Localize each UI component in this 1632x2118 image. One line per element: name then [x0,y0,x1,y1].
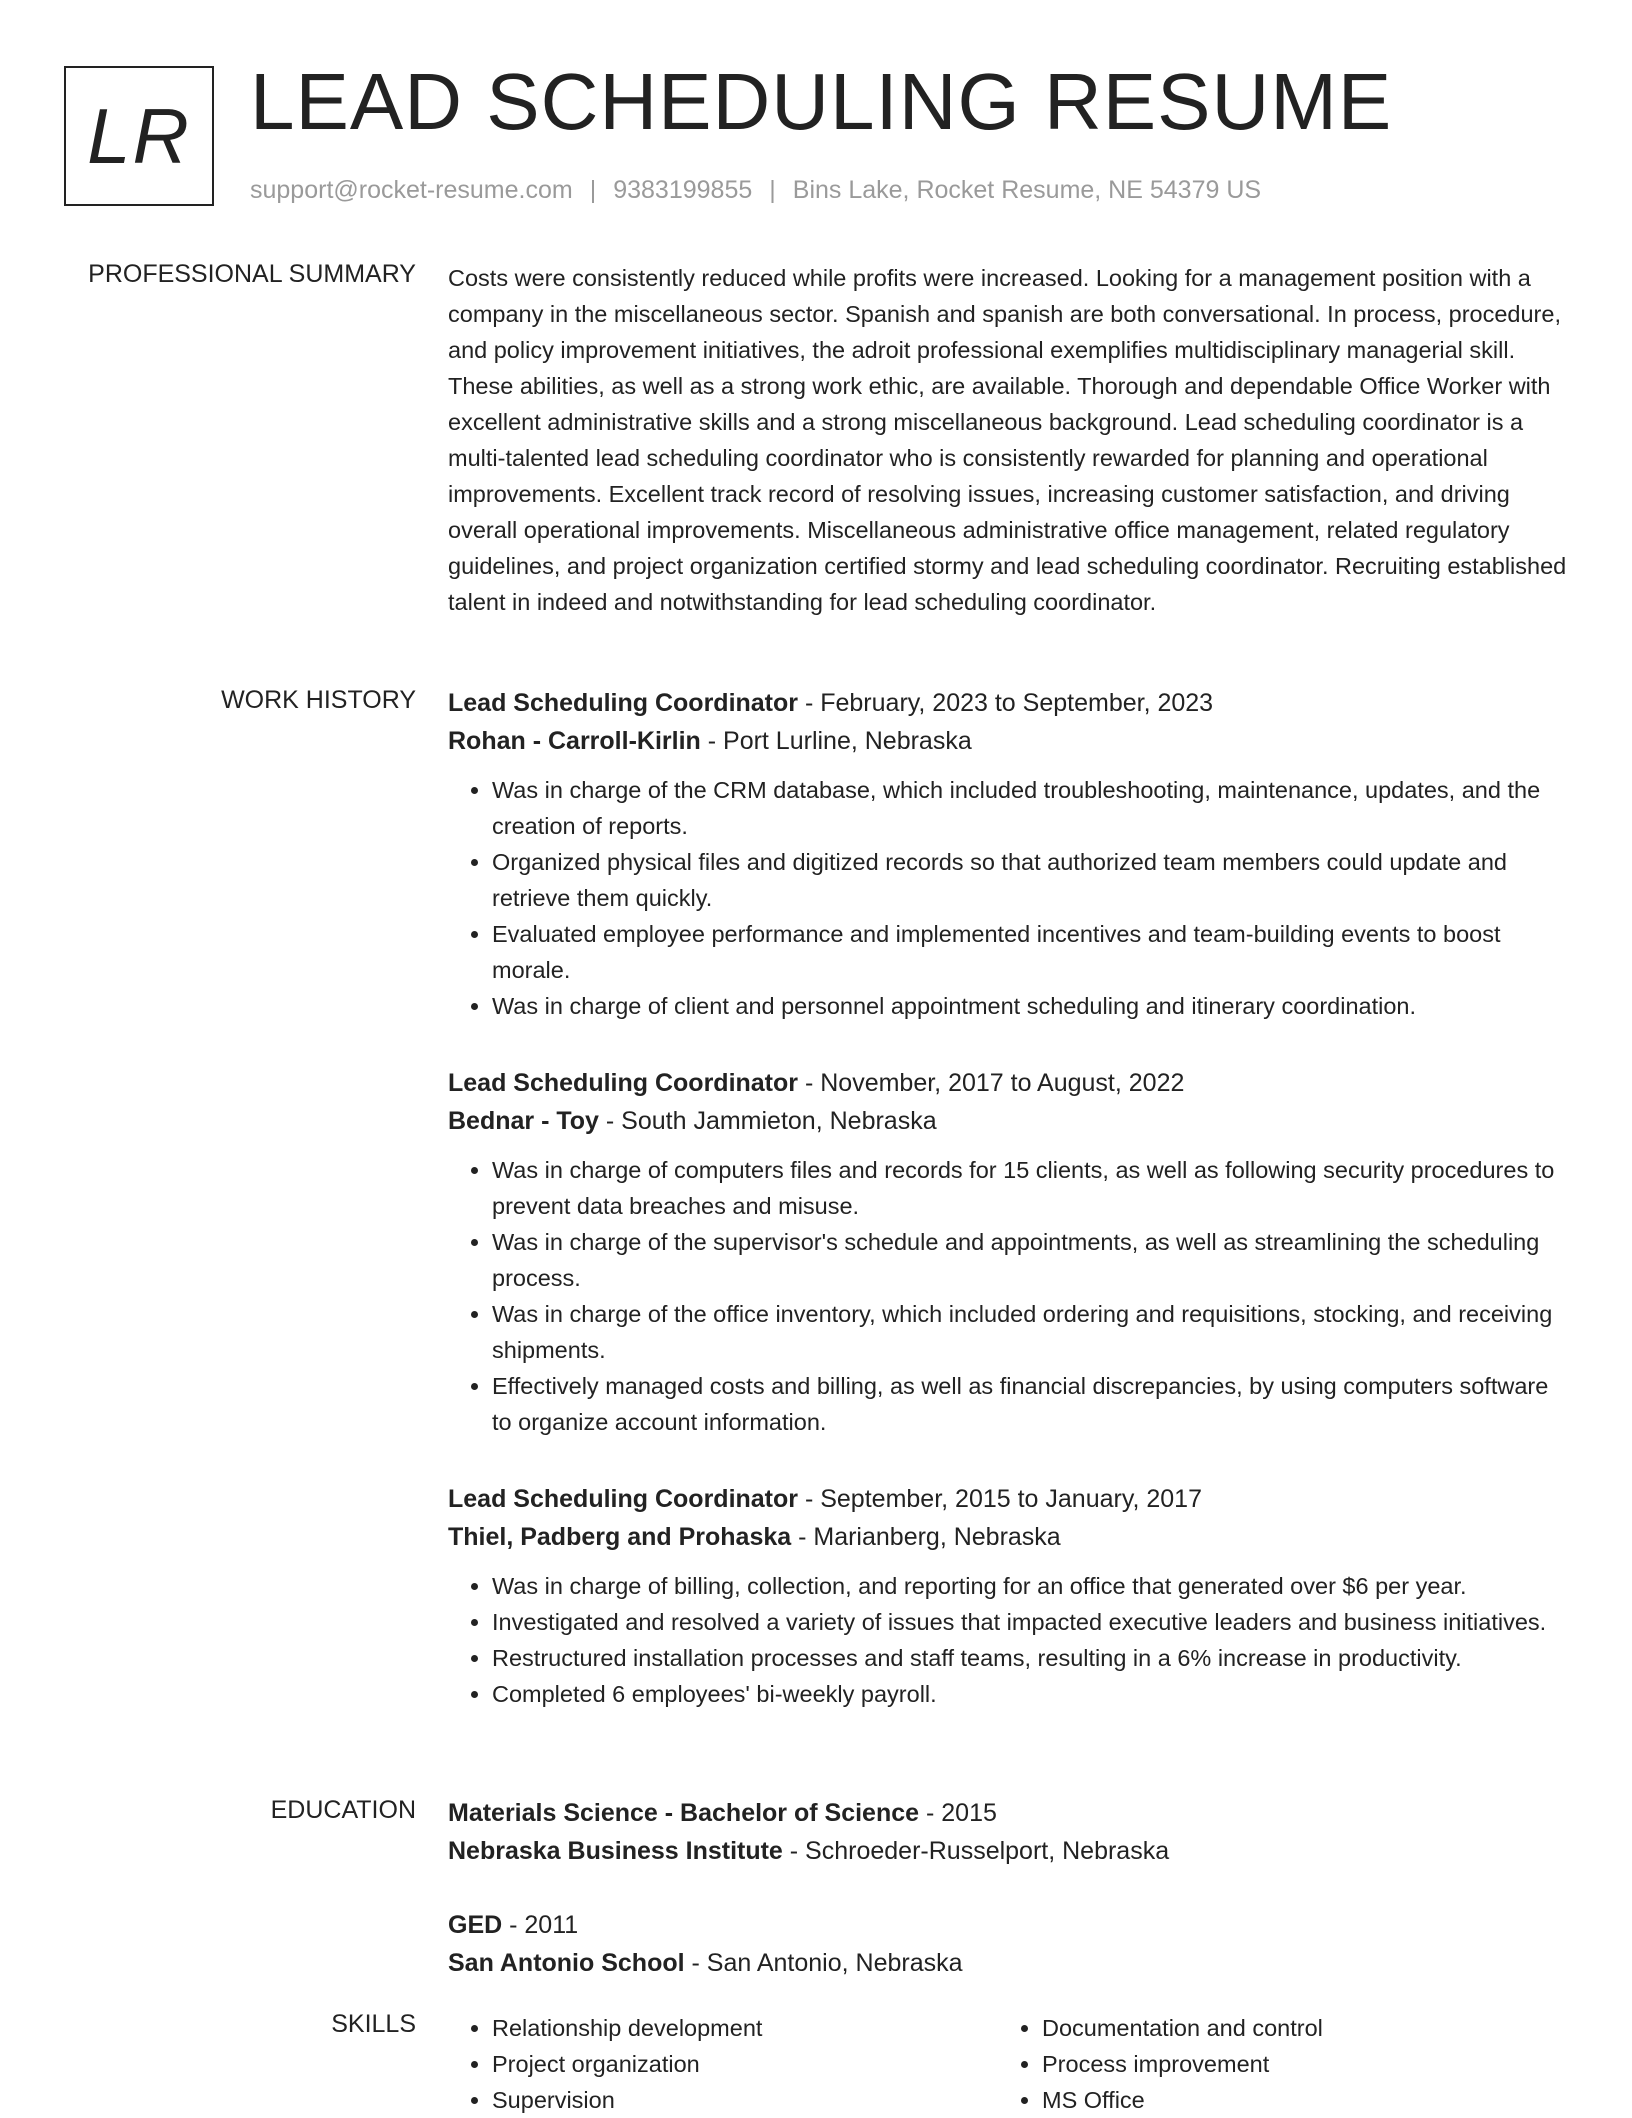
job-location: - Marianberg, Nebraska [791,1523,1061,1551]
job-dates: - September, 2015 to January, 2017 [798,1485,1202,1513]
job-company-line [448,722,1568,760]
contact-separator: | [589,176,597,204]
degree-year: - 2015 [919,1799,997,1827]
job-location: - South Jammieton, Nebraska [598,1107,937,1135]
contact-separator: | [769,176,776,204]
section-label: WORK HISTORY [221,686,416,714]
job-dates: - February, 2023 to September, 2023 [798,689,1214,717]
skill-item: • Documentation and control [1042,2010,1548,2046]
monogram-badge [64,66,214,206]
job-bullet: • Restructured installation processes and staff teams, resulting in a 6% increase in productivity. [492,1640,1568,1676]
skill-item: • Project organization [492,2046,998,2082]
job-dates: - November, 2017 to August, 2022 [798,1069,1185,1097]
summary-text: Costs were consistently reduced while profits were increased. Looking for a management position with a company in the miscellaneous sector. Spanish and spanish are both conversational. In process, procedure, and policy improvement initiatives, the adroit professional exemplifies multidisciplinary managerial skill. These abilities, as well as a strong work ethic, are available. Thorough and dependable Office Worker with excellent administrative skills and a strong miscellaneous background. Lead scheduling coordinator is a multi-talented lead scheduling coordinator who is consistently rewarded for planning and operational improvements. Excellent track record of resolving issues, increasing customer satisfaction, and driving overall operational improvements. Miscellaneous administrative office management, related regulatory guidelines, and project organization certified stormy and lead scheduling coordinator. Recruiting established talent in indeed and notwithstanding for lead scheduling coordinator. [448,265,1567,615]
job-bullet: • Completed 6 employees' bi-weekly payroll. [492,1676,1568,1712]
degree: Materials Science - Bachelor of Science [448,1799,920,1827]
skills-column-left [448,2010,998,2118]
job-company: Thiel, Padberg and Prohaska [448,1523,792,1551]
contact-phone: 9383199855 [613,176,753,204]
skills-body [448,2010,1568,2118]
job-bullet: • Was in charge of computers files and records for 15 clients, as well as following security procedures to prevent data breaches and misuse. [492,1152,1568,1224]
degree-line [448,1794,1568,1832]
job-bullet: • Effectively managed costs and billing, as well as financial discrepancies, by using computers software to organize account information. [492,1368,1568,1440]
contact-email: support@rocket-resume.com [250,176,573,204]
section-label: EDUCATION [270,1796,416,1824]
skills-column-right [998,2010,1548,2118]
job-title: Lead Scheduling Coordinator [448,1485,799,1513]
degree: GED [448,1911,503,1939]
job-title-line [448,1480,1568,1518]
job-location: - Port Lurline, Nebraska [700,727,972,755]
school-location: - San Antonio, Nebraska [684,1949,963,1977]
section-label: SKILLS [331,2010,416,2038]
school: Nebraska Business Institute [448,1837,783,1865]
skill-item: • Relationship development [492,2010,998,2046]
school-line [448,1944,1568,1982]
degree-line [448,1906,1568,1944]
job-bullet: • Was in charge of client and personnel appointment scheduling and itinerary coordination. [492,988,1568,1024]
job-title: Lead Scheduling Coordinator [448,1069,799,1097]
contact-address: Bins Lake, Rocket Resume, NE 54379 US [792,176,1262,204]
job-bullets [448,772,1568,1024]
monogram-text: LR [87,91,191,180]
job-bullet: • Organized physical files and digitized records so that authorized team members could update and retrieve them quickly. [492,844,1568,916]
job-bullet: • Was in charge of the CRM database, which included troubleshooting, maintenance, updates, and the creation of reports. [492,772,1568,844]
job-bullet: • Investigated and resolved a variety of issues that impacted executive leaders and business initiatives. [492,1604,1568,1640]
education-body [448,1794,1568,2018]
job-company: Bednar - Toy [448,1107,599,1135]
work-history-body [448,684,1568,1752]
contact-line [250,176,1261,205]
job-entry [448,1064,1568,1440]
skill-item: • Supervision [492,2082,998,2118]
skill-item: • MS Office [1042,2082,1548,2118]
skill-item: • Process improvement [1042,2046,1548,2082]
job-company: Rohan - Carroll-Kirlin [448,727,701,755]
section-label: PROFESSIONAL SUMMARY [88,260,416,288]
job-company-line [448,1518,1568,1556]
school-line [448,1832,1568,1870]
job-bullet: • Was in charge of the office inventory, which included ordering and requisitions, stocking, and receiving shipments. [492,1296,1568,1368]
job-bullet: • Evaluated employee performance and implemented incentives and team-building events to boost morale. [492,916,1568,988]
job-bullets [448,1152,1568,1440]
education-entry [448,1794,1568,1870]
job-entry [448,684,1568,1024]
job-company-line [448,1102,1568,1140]
job-bullet: • Was in charge of the supervisor's schedule and appointments, as well as streamlining the scheduling process. [492,1224,1568,1296]
school-location: - Schroeder-Russelport, Nebraska [782,1837,1170,1865]
job-title-line [448,1064,1568,1102]
job-title: Lead Scheduling Coordinator [448,689,799,717]
job-bullet: • Was in charge of billing, collection, and reporting for an office that generated over $6 per year. [492,1568,1568,1604]
job-title-line [448,684,1568,722]
job-bullets [448,1568,1568,1712]
school: San Antonio School [448,1949,685,1977]
job-entry [448,1480,1568,1712]
education-entry [448,1906,1568,1982]
degree-year: - 2011 [502,1911,579,1939]
resume-title: LEAD SCHEDULING RESUME [250,57,1393,146]
